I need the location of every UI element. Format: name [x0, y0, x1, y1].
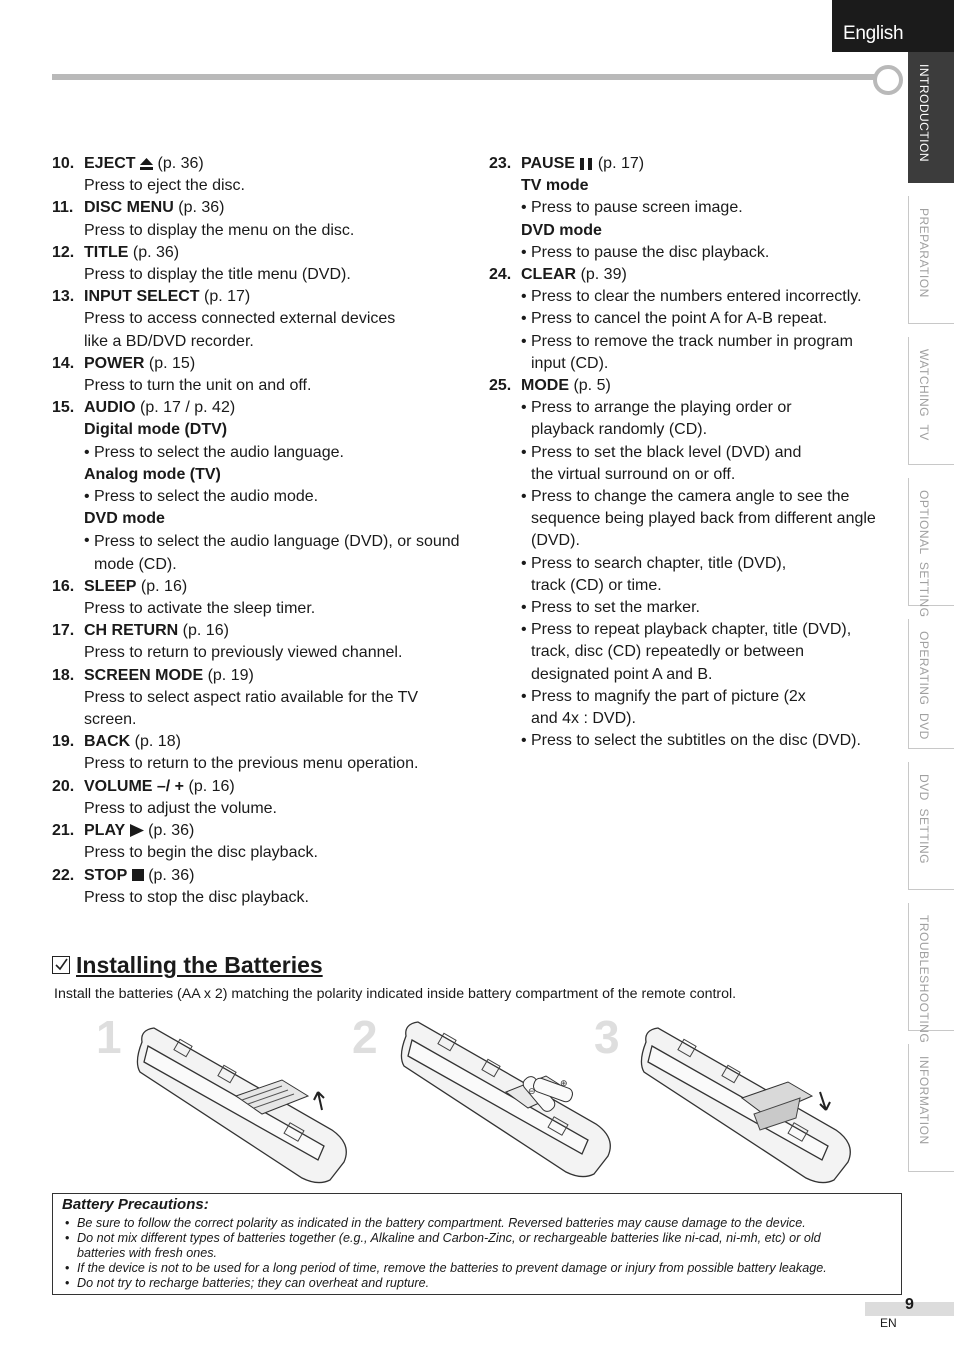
side-tab-label: WATCHING TV [917, 349, 931, 441]
list-item: • Do not mix different types of batteries together (e.g., Alkaline and Carbon-Zinc, or rechargeable batteries like ni-cad, ni-mh, etc) or old batteries with fresh ones. [63, 1231, 847, 1261]
side-tab-preparation[interactable] [908, 196, 954, 324]
list-item: • Be sure to follow the correct polarity as indicated in the battery compartment. Reversed batteries may cause damage to the device. [63, 1216, 888, 1231]
side-tab-label: TROUBLESHOOTING [917, 915, 931, 1044]
eject-icon [140, 158, 153, 170]
list-item: 22. STOP (p. 36) Press to stop the disc playback. [52, 866, 309, 906]
side-tab-label: OPERATING DVD [917, 631, 931, 740]
section-description: Install the batteries (AA x 2) matching the polarity indicated inside battery compartment of the remote control. [54, 986, 737, 1002]
list-item: 20. VOLUME –/ + (p. 16) Press to adjust the volume. [52, 777, 277, 817]
list-item: • Do not try to recharge batteries; they can overheat and rupture. [63, 1276, 888, 1291]
pause-icon [579, 158, 593, 170]
side-tab-label: DVD SETTING [917, 774, 931, 865]
checkbox-icon [52, 956, 70, 974]
left-column [52, 153, 472, 909]
list-item: 18. SCREEN MODE (p. 19) Press to select aspect ratio available for the TV screen. [52, 666, 419, 729]
list-item: 14. POWER (p. 15) Press to turn the unit on and off. [52, 354, 312, 395]
play-icon [130, 824, 144, 837]
list-item: 12. TITLE (p. 36) Press to display the title menu (DVD). [52, 243, 351, 284]
precautions-list [63, 1216, 888, 1291]
side-tab-troubleshooting[interactable] [908, 903, 954, 1044]
list-item: 10. EJECT (p. 36) Press to eject the disc. [52, 155, 245, 195]
list-item: 23. PAUSE (p. 17) TV mode • Press to pause screen image. DVD mode • Press to pause the disc playback. [489, 153, 899, 264]
remote-close-cover-image [636, 1022, 858, 1184]
side-tab-label: PREPARATION [917, 208, 931, 298]
list-item: 13. INPUT SELECT (p. 17) Press to access connected external devices like a BD/DVD recorder. [52, 288, 396, 350]
remote-open-cover-image [132, 1022, 354, 1184]
section-title: Installing the Batteries [52, 952, 323, 979]
list-item: 17. CH RETURN (p. 16) Press to return to previously viewed channel. [52, 622, 403, 662]
side-tab-operating-dvd[interactable] [908, 619, 954, 749]
svg-text:⊖: ⊖ [528, 1087, 536, 1097]
header-rule-circle [873, 65, 903, 95]
side-tab-label: INFORMATION [917, 1056, 931, 1145]
list-item: 25. MODE (p. 5) • Press to arrange the playing order or playback randomly (CD). • Press to set the black level (DVD) and the virtual surround on or off. • Press to change the camera angle to see the sequence being played back from different angle (DVD). • Press to search chapter, title (DVD), track (CD) or time. • Press to set the marker. • Press to repeat playback chapter, title (DVD), track, disc (CD) repeatedly or between designated point A and B. • Press to magnify the part of picture (2x and 4x : DVD). • Press to select the subtitles on the disc (DVD). [489, 375, 899, 752]
stop-icon [132, 869, 144, 881]
list-item: 19. BACK (p. 18) Press to return to the previous menu operation. [52, 733, 419, 773]
list-item: 11. DISC MENU (p. 36) Press to display the menu on the disc. [52, 199, 355, 239]
side-tab-watching-tv[interactable] [908, 337, 954, 465]
list-item: • If the device is not to be used for a long period of time, remove the batteries to prevent damage or injury from possible battery leakage. [63, 1261, 888, 1276]
side-tab-dvd-setting[interactable] [908, 762, 954, 890]
page-number: 9 [905, 1296, 914, 1313]
header-rule [52, 74, 880, 80]
language-label: English [843, 23, 904, 44]
side-tab-label: INTRODUCTION [917, 64, 931, 162]
precautions-title: Battery Precautions: [62, 1196, 209, 1213]
battery-precautions-box [52, 1193, 902, 1295]
list-item: 24. CLEAR (p. 39) • Press to clear the numbers entered incorrectly. • Press to cancel the point A for A-B repeat. • Press to remove the track number in program input (CD). [489, 264, 899, 375]
right-column [489, 153, 899, 752]
side-tab-information[interactable] [908, 1044, 954, 1172]
list-item: 16. SLEEP (p. 16) Press to activate the sleep timer. [52, 577, 316, 618]
svg-text:⊕: ⊕ [560, 1079, 568, 1089]
list-item: 15. AUDIO (p. 17 / p. 42) Digital mode (DTV) • Press to select the audio language. Analog mode (TV) • Press to select the audio mode. DVD mode • Press to select the audio language (DVD), or sound mode (CD). [52, 397, 472, 576]
language-tab [832, 0, 954, 52]
list-item: 21. PLAY (p. 36) Press to begin the disc playback. [52, 822, 318, 862]
page-lang-code: EN [880, 1316, 897, 1330]
side-tab-label: OPTIONAL SETTING [917, 490, 931, 618]
side-tab-optional-setting[interactable] [908, 478, 954, 618]
side-tab-introduction[interactable] [908, 52, 954, 183]
remote-insert-batteries-image [396, 1016, 618, 1178]
